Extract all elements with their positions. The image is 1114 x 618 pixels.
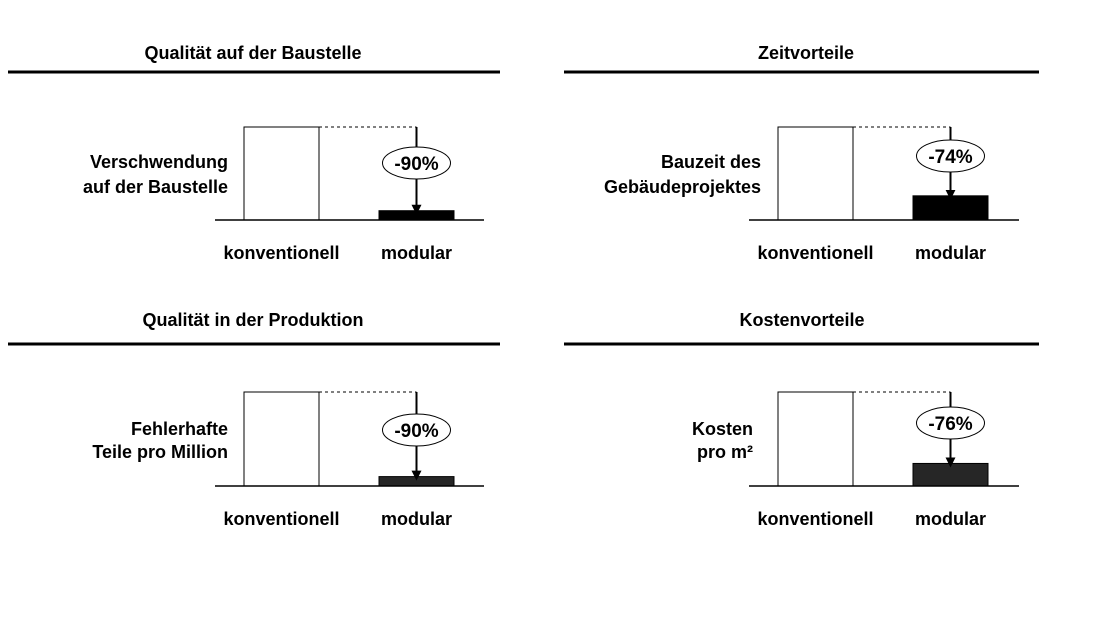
category-label: modular xyxy=(380,509,453,529)
y-axis-label: Verschwendung xyxy=(89,152,228,172)
category-label: konventionell xyxy=(223,243,340,263)
chart-panel xyxy=(564,310,1039,529)
category-label: konventionell xyxy=(757,243,874,263)
bar-modular xyxy=(913,463,988,486)
category-label: konventionell xyxy=(757,509,874,529)
y-axis-label: Bauzeit des xyxy=(660,152,761,172)
y-axis-label: pro m² xyxy=(697,442,753,462)
y-axis-label: Gebäudeprojektes xyxy=(603,177,761,197)
category-label: modular xyxy=(380,243,453,263)
bar-modular xyxy=(913,196,988,220)
bar-konventionell xyxy=(778,127,853,220)
y-axis-label: auf der Baustelle xyxy=(82,177,228,197)
y-axis-label: Kosten xyxy=(691,419,753,439)
chart-title: Qualität in der Produktion xyxy=(142,310,364,330)
chart-panel xyxy=(8,43,500,263)
bar-modular xyxy=(379,477,454,486)
bar-modular xyxy=(379,211,454,220)
category-label: konventionell xyxy=(223,509,340,529)
chart-title: Kostenvorteile xyxy=(739,310,865,330)
chart-title: Zeitvorteile xyxy=(757,43,855,63)
bar-konventionell xyxy=(244,392,319,486)
change-label: -90% xyxy=(394,154,439,175)
chart-panel xyxy=(564,43,1039,263)
y-axis-label: Fehlerhafte xyxy=(130,419,228,439)
chart-title: Qualität auf der Baustelle xyxy=(144,43,362,63)
bar-konventionell xyxy=(778,392,853,486)
category-label: modular xyxy=(914,243,987,263)
change-label: -74% xyxy=(928,147,973,168)
y-axis-label: Teile pro Million xyxy=(92,442,228,462)
category-label: modular xyxy=(914,509,987,529)
change-label: -76% xyxy=(928,414,973,435)
bar-konventionell xyxy=(244,127,319,220)
chart-panel xyxy=(8,310,500,529)
change-label: -90% xyxy=(394,421,439,442)
